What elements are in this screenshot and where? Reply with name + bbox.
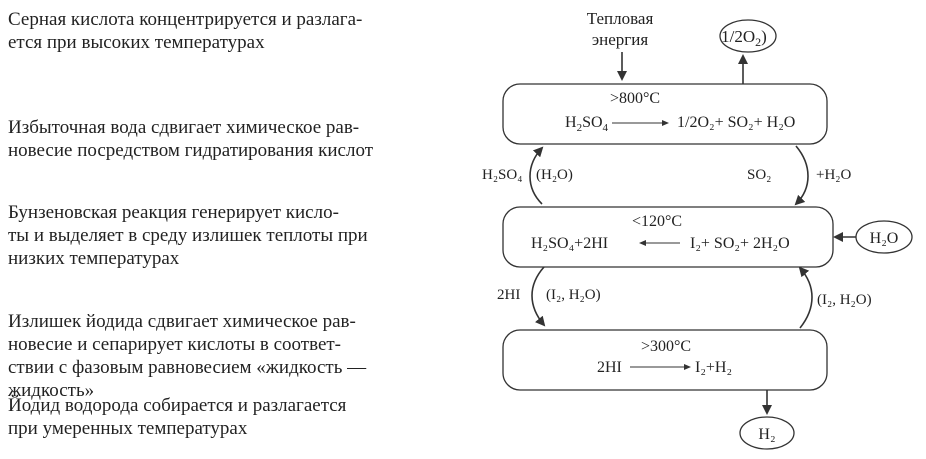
para-2-text: Избыточная вода сдвигает химическое рав- новесие посредством гидратирования кислот [8, 117, 374, 161]
middle-box-temperature: <120°C [632, 213, 683, 230]
para-4-text: Излишек йодида сдвигает химическое рав- новесие и сепарирует кислоты в соответ- ствии с фазовым равновесием «жидкость — жидкость» [8, 311, 367, 401]
bottom-box-left-side: 2HI [597, 359, 622, 376]
h2o-input-label: H₂O [869, 230, 899, 247]
top-box-reactant: $H_2SO_4$ [565, 114, 609, 134]
top-box-products: 1/2O₂+ SO₂+ H₂O [677, 114, 796, 131]
right-upper-label: SO₂ [747, 167, 772, 183]
bottom-box-temperature: >300°C [641, 338, 692, 355]
o2-output-label: $1/2O_2$) [721, 27, 767, 49]
left-upper-paren-label: (H₂O) [536, 167, 573, 183]
h2-output-label: H₂ [758, 426, 776, 443]
para-5-text: Йодид водорода собирается и разлагается при умеренных температурах [8, 395, 347, 439]
bottom-box-right-side: I₂+H₂ [695, 359, 733, 376]
right-upper-curved-arrow [796, 146, 808, 204]
left-upper-label: H₂SO₄ [482, 167, 523, 183]
heat-label-line1: Тепловая [586, 9, 654, 28]
middle-box-left-side: H₂SO₄+2HI [531, 235, 609, 252]
middle-box-right-side: I₂+ SO₂+ 2H₂O [690, 235, 790, 252]
right-upper-extra-label: +H₂O [816, 167, 852, 183]
para-1-text: Серная кислота концентрируется и разлага- ется при высоких температурах [8, 9, 363, 53]
left-lower-curved-arrow [532, 267, 544, 325]
top-box-temperature: >800°C [610, 90, 661, 107]
para-3-text: Бунзеновская реакция генерирует кисло- ты и выделяет в среду излишек теплоты при низких температурах [8, 202, 368, 269]
left-lower-paren-label: (I₂, H₂O) [546, 287, 601, 303]
left-lower-label: 2HI [497, 287, 521, 303]
right-lower-curved-arrow [800, 268, 812, 328]
heat-label-line2: энергия [591, 30, 649, 49]
right-lower-label: (I₂, H₂O) [817, 292, 872, 308]
